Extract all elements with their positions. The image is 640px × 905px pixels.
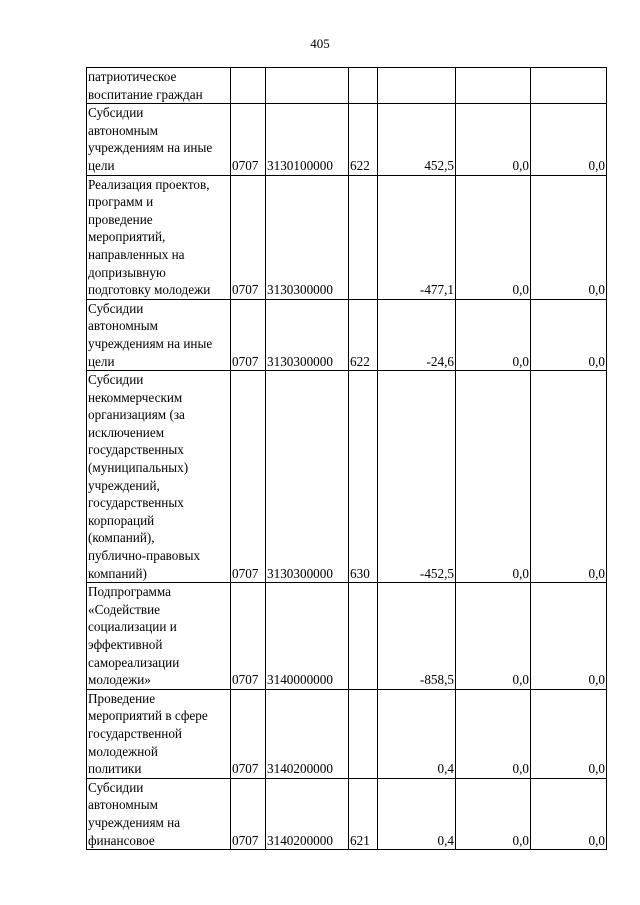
amount-year2-cell: 0,0 bbox=[456, 778, 531, 849]
amount-year2-cell: 0,0 bbox=[456, 175, 531, 299]
target-article-cell: 3130100000 bbox=[266, 104, 349, 175]
table-row bbox=[87, 299, 607, 370]
section-code-cell: 0707 bbox=[231, 175, 266, 299]
amount-year3-cell: 0,0 bbox=[531, 175, 607, 299]
item-name-cell: патриотическое воспитание граждан bbox=[87, 68, 231, 104]
expense-type-cell: 621 bbox=[349, 778, 378, 849]
amount-year3-cell: 0,0 bbox=[531, 778, 607, 849]
expense-type-cell bbox=[349, 689, 378, 778]
item-name-cell: Субсидии автономным учреждениям на иные цели bbox=[87, 299, 231, 370]
amount-year3-cell: 0,0 bbox=[531, 371, 607, 583]
item-name-cell: Проведение мероприятий в сфере государственной молодежной политики bbox=[87, 689, 231, 778]
target-article-cell: 3140000000 bbox=[266, 583, 349, 690]
item-name-cell: Субсидии автономным учреждениям на иные цели bbox=[87, 104, 231, 175]
amount-year2-cell: 0,0 bbox=[456, 299, 531, 370]
section-code-cell: 0707 bbox=[231, 778, 266, 849]
expense-type-cell: 622 bbox=[349, 299, 378, 370]
section-code-cell: 0707 bbox=[231, 104, 266, 175]
target-article-cell: 3130300000 bbox=[266, 371, 349, 583]
item-name-cell: Субсидии автономным учреждениям на финансовое bbox=[87, 778, 231, 849]
section-code-cell: 0707 bbox=[231, 583, 266, 690]
amount-year2-cell: 0,0 bbox=[456, 371, 531, 583]
item-name-cell: Подпрограмма «Содействие социализации и эффективной самореализации молодежи» bbox=[87, 583, 231, 690]
table-row bbox=[87, 175, 607, 299]
amount-year2-cell: 0,0 bbox=[456, 583, 531, 690]
page-number: 405 bbox=[310, 36, 330, 51]
target-article-cell: 3130300000 bbox=[266, 175, 349, 299]
item-name-cell: Субсидии некоммерческим организациям (за исключением государственных (муниципальных) учреждений, государственных корпораций (компаний), публично-правовых компаний) bbox=[87, 371, 231, 583]
table-row bbox=[87, 68, 607, 104]
expense-type-cell: 630 bbox=[349, 371, 378, 583]
budget-table bbox=[86, 67, 607, 850]
amount-year3-cell bbox=[531, 68, 607, 104]
table-row bbox=[87, 371, 607, 583]
target-article-cell: 3140200000 bbox=[266, 778, 349, 849]
expense-type-cell bbox=[349, 583, 378, 690]
amount-cell: 452,5 bbox=[378, 104, 456, 175]
table-row bbox=[87, 104, 607, 175]
section-code-cell: 0707 bbox=[231, 689, 266, 778]
target-article-cell bbox=[266, 68, 349, 104]
amount-year3-cell: 0,0 bbox=[531, 299, 607, 370]
section-code-cell: 0707 bbox=[231, 299, 266, 370]
expense-type-cell bbox=[349, 68, 378, 104]
target-article-cell: 3140200000 bbox=[266, 689, 349, 778]
section-code-cell bbox=[231, 68, 266, 104]
amount-cell: 0,4 bbox=[378, 778, 456, 849]
item-name-cell: Реализация проектов, программ и проведение мероприятий, направленных на допризывную подготовку молодежи bbox=[87, 175, 231, 299]
amount-cell: -452,5 bbox=[378, 371, 456, 583]
section-code-cell: 0707 bbox=[231, 371, 266, 583]
amount-year3-cell: 0,0 bbox=[531, 104, 607, 175]
amount-year3-cell: 0,0 bbox=[531, 583, 607, 690]
amount-cell: -858,5 bbox=[378, 583, 456, 690]
table-row bbox=[87, 689, 607, 778]
table-row bbox=[87, 778, 607, 849]
amount-year3-cell: 0,0 bbox=[531, 689, 607, 778]
table-row bbox=[87, 583, 607, 690]
amount-cell bbox=[378, 68, 456, 104]
expense-type-cell bbox=[349, 175, 378, 299]
amount-year2-cell: 0,0 bbox=[456, 104, 531, 175]
amount-year2-cell: 0,0 bbox=[456, 689, 531, 778]
amount-cell: 0,4 bbox=[378, 689, 456, 778]
table-body bbox=[87, 68, 607, 850]
target-article-cell: 3130300000 bbox=[266, 299, 349, 370]
amount-cell: -24,6 bbox=[378, 299, 456, 370]
expense-type-cell: 622 bbox=[349, 104, 378, 175]
amount-cell: -477,1 bbox=[378, 175, 456, 299]
amount-year2-cell bbox=[456, 68, 531, 104]
